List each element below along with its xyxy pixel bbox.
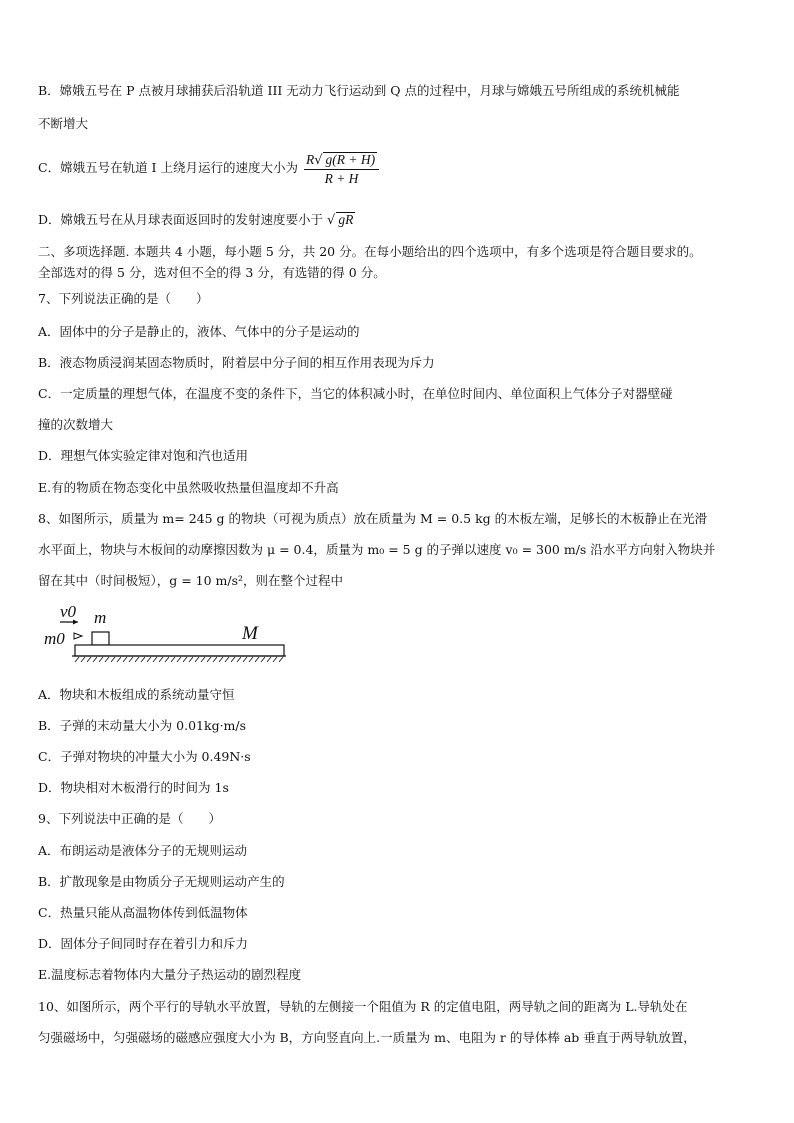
question-7: 7、下列说法正确的是（ ） [38,291,209,306]
q9-option-e: E.温度标志着物体内大量分子热运动的剧烈程度 [38,967,302,982]
label-v0: v0 [60,602,77,621]
q7-option-c-line1: C．一定质量的理想气体，在温度不变的条件下，当它的体积减小时，在单位时间内、单位面积上气体分子对器壁碰 [38,386,673,401]
board [75,645,284,656]
option-d-text: D．嫦娥五号在从月球表面返回时的发射速度要小于 [38,212,324,227]
numerator-r: R [305,151,315,167]
q7-option-d: D．理想气体实验定律对饱和汽也适用 [38,448,249,463]
question-8-line1: 8、如图所示，质量为 m= 245 g 的物块（可视为质点）放在质量为 M = 0.5 kg 的木板左端，足够长的木板静止在光滑 [38,511,708,526]
label-m0: m0 [44,629,65,648]
q7-option-b: B．液态物质浸润某固态物质时，附着层中分子间的相互作用表现为斥力 [38,355,435,370]
q7-option-c-line2: 撞的次数增大 [38,417,114,432]
q9-option-a: A．布朗运动是液体分子的无规则运动 [38,843,248,858]
question-8-line3: 留在其中（时间极短），g = 10 m/s²，则在整个过程中 [38,573,344,588]
question-8-line2: 水平面上，物块与木板间的动摩擦因数为 μ = 0.4，质量为 m₀ = 5 g 的子弹以速度 v₀ = 300 m/s 沿水平方向射入物块并 [38,542,716,557]
question-9: 9、下列说法中正确的是（ ） [38,811,221,826]
q7-option-e: E.有的物质在物态变化中虽然吸收热量但温度却不升高 [38,480,339,495]
q8-option-a: A．物块和木板组成的系统动量守恒 [38,687,235,702]
section-2-header-line2: 全部选对的得 5 分，选对但不全的得 3 分，有选错的得 0 分。 [38,265,386,280]
option-c [38,150,379,187]
block [92,632,109,645]
numerator-radicand: g(R + H) [325,151,376,167]
option-d: D．嫦娥五号在从月球表面返回时的发射速度要小于 √ gR [38,212,354,228]
option-c-text: C．嫦娥五号在轨道 I 上绕月运行的速度大小为 [38,160,298,175]
q9-option-d: D．固体分子间同时存在着引力和斥力 [38,936,249,951]
option-b-line1: B．嫦娥五号在 P 点被月球捕获后沿轨道 III 无动力飞行运动到 Q 点的过程中，月球与嫦娥五号所组成的系统机械能 [38,83,680,98]
denominator: R + H [324,170,359,186]
question-10-line2: 匀强磁场中，匀强磁场的磁感应强度大小为 B，方向竖直向上.一质量为 m、电阻为 r 的导体棒 ab 垂直于两导轨放置， [38,1030,696,1045]
question-10-line1: 10、如图所示，两个平行的导轨水平放置，导轨的左侧接一个阻值为 R 的定值电阻，两导轨之间的距离为 L.导轨处在 [38,999,688,1014]
q8-option-d: D．物块相对木板滑行的时间为 1s [38,780,229,795]
q8-option-c: C．子弹对物块的冲量大小为 0.49N·s [38,749,251,764]
formula-fraction: $\frac{R√ g(R + H)}{R + H}$ [304,151,379,187]
label-m: m [94,608,107,627]
block-on-board-figure [42,600,292,668]
option-d-radicand: gR [338,212,354,227]
q8-option-b: B．子弹的末动量大小为 0.01kg·m/s [38,718,247,733]
option-b-line2: 不断增大 [38,116,89,131]
q9-option-b: B．扩散现象是由物质分子无规则运动产生的 [38,874,285,889]
bullet [74,633,82,639]
q7-option-a: A．固体中的分子是静止的，液体、气体中的分子是运动的 [38,324,360,339]
section-2-header-line1: 二、多项选择题. 本题共 4 小题，每小题 5 分，共 20 分。在每小题给出的四个选项中，有多个选项是符合题目要求的。 [38,244,702,259]
label-big-m: M [242,623,258,644]
q9-option-c: C．热量只能从高温物体传到低温物体 [38,905,248,920]
